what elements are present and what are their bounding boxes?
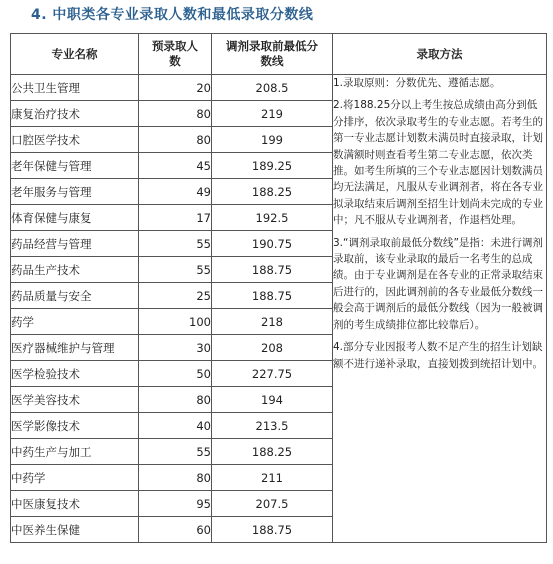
header-plan — [139, 34, 212, 75]
header-method: 录取方法 — [333, 34, 547, 75]
header-score-label: 调剂录取前最低分数线 — [226, 39, 318, 68]
major-name-cell: 医学美容技术 — [11, 387, 139, 413]
min-score-cell: 189.25 — [212, 153, 333, 179]
min-score-cell: 190.75 — [212, 231, 333, 257]
major-name-cell: 老年服务与管理 — [11, 179, 139, 205]
min-score-cell: 219 — [212, 101, 333, 127]
method-paragraph: 3.“调剂录取前最低分数线”是指：未进行调剂录取前，该专业录取的最后一名考生的总成绩。由于专业调剂是在各专业的正常录取结束后进行的，因此调剂前的各专业最低分数线一般会高于调剂后的最低分数线（因为一般被调剂的考生成绩排位都比较靠后）。 — [333, 236, 543, 331]
min-score-cell: 188.75 — [212, 257, 333, 283]
major-name-cell: 药品质量与安全 — [11, 283, 139, 309]
min-score-cell: 211 — [212, 465, 333, 491]
major-name-cell: 医疗器械维护与管理 — [11, 335, 139, 361]
plan-count-cell: 100 — [139, 309, 212, 335]
major-name-cell: 体育保健与康复 — [11, 205, 139, 231]
plan-count-cell: 17 — [139, 205, 212, 231]
page-title: 4. 中职类各专业录取人数和最低录取分数线 — [31, 7, 314, 23]
major-name-cell: 公共卫生管理 — [11, 75, 139, 101]
table-body — [11, 75, 547, 543]
min-score-cell: 199 — [212, 127, 333, 153]
min-score-cell: 188.75 — [212, 283, 333, 309]
min-score-cell: 188.25 — [212, 439, 333, 465]
plan-count-cell: 25 — [139, 283, 212, 309]
major-name-cell: 口腔医学技术 — [11, 127, 139, 153]
plan-count-cell: 55 — [139, 439, 212, 465]
min-score-cell: 227.75 — [212, 361, 333, 387]
plan-count-cell: 55 — [139, 231, 212, 257]
table-row — [11, 75, 547, 101]
min-score-cell: 188.25 — [212, 179, 333, 205]
plan-count-cell: 60 — [139, 517, 212, 543]
plan-count-cell: 55 — [139, 257, 212, 283]
plan-count-cell: 80 — [139, 127, 212, 153]
major-name-cell: 药品生产技术 — [11, 257, 139, 283]
header-score — [212, 34, 333, 75]
header-plan-label: 预录取人数 — [152, 39, 198, 68]
min-score-cell: 192.5 — [212, 205, 333, 231]
min-score-cell: 188.75 — [212, 517, 333, 543]
plan-count-cell: 40 — [139, 413, 212, 439]
min-score-cell: 218 — [212, 309, 333, 335]
method-paragraph: 2.将188.25分以上考生按总成绩由高分到低分排序，依次录取考生的专业志愿。若考生的第一专业志愿计划数未满员时直接录取，计划数满额时则查看考生第二专业志愿，依次类推。如考生所填的三个专业志愿因计划数满员均无法满足，凡服从专业调剂者，将在各专业拟录取结束后调剂至招生计划尚未完成的专业中；凡不服从专业调剂者，作退档处理。 — [333, 99, 543, 227]
plan-count-cell: 45 — [139, 153, 212, 179]
min-score-cell: 213.5 — [212, 413, 333, 439]
plan-count-cell: 80 — [139, 101, 212, 127]
plan-count-cell: 50 — [139, 361, 212, 387]
min-score-cell: 207.5 — [212, 491, 333, 517]
method-paragraph: 4.部分专业因报考人数不足产生的招生计划缺额不进行递补录取，直接划拨到统招计划中。 — [333, 341, 543, 370]
major-name-cell: 医学检验技术 — [11, 361, 139, 387]
admission-method-cell — [333, 75, 547, 543]
min-score-cell: 194 — [212, 387, 333, 413]
min-score-cell: 208 — [212, 335, 333, 361]
table-header-row — [11, 34, 547, 75]
plan-count-cell: 30 — [139, 335, 212, 361]
plan-count-cell: 49 — [139, 179, 212, 205]
major-name-cell: 药学 — [11, 309, 139, 335]
min-score-cell: 208.5 — [212, 75, 333, 101]
major-name-cell: 中药学 — [11, 465, 139, 491]
major-name-cell: 康复治疗技术 — [11, 101, 139, 127]
header-major: 专业名称 — [11, 34, 139, 75]
major-name-cell: 医学影像技术 — [11, 413, 139, 439]
plan-count-cell: 20 — [139, 75, 212, 101]
method-paragraph: 1.录取原则：分数优先、遵循志愿。 — [333, 77, 501, 89]
plan-count-cell: 80 — [139, 465, 212, 491]
major-name-cell: 中药生产与加工 — [11, 439, 139, 465]
plan-count-cell: 95 — [139, 491, 212, 517]
admission-table — [10, 33, 547, 543]
plan-count-cell: 80 — [139, 387, 212, 413]
major-name-cell: 老年保健与管理 — [11, 153, 139, 179]
major-name-cell: 中医康复技术 — [11, 491, 139, 517]
major-name-cell: 中医养生保健 — [11, 517, 139, 543]
major-name-cell: 药品经营与管理 — [11, 231, 139, 257]
